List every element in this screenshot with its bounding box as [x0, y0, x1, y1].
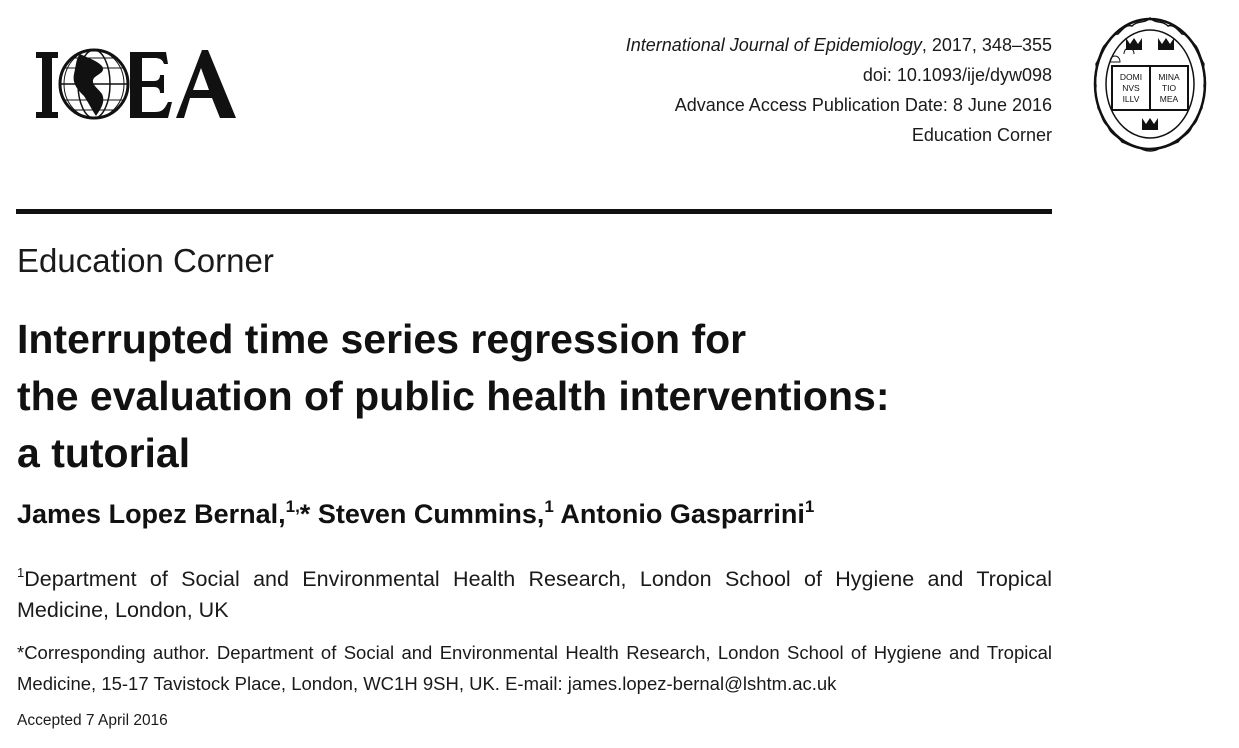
- title-line-2: the evaluation of public health interventions:: [17, 373, 890, 419]
- seal-text-3: ILLV: [1122, 94, 1140, 104]
- journal-logo-graphic: [36, 44, 251, 124]
- author-affil-sup: 1,: [285, 497, 300, 516]
- header-section-label: Education Corner: [911, 125, 1052, 145]
- corresponding-mark: *: [299, 499, 311, 529]
- accepted-date: Accepted 7 April 2016: [17, 712, 168, 729]
- article-title: [17, 311, 1047, 482]
- affiliation: [17, 557, 1052, 626]
- journal-logo: [36, 44, 251, 124]
- author-name: James Lopez Bernal,: [17, 499, 286, 529]
- author-affil-sup: 1: [544, 497, 554, 516]
- seal-text-2: NVS: [1122, 83, 1140, 93]
- journal-meta: [626, 30, 1052, 150]
- publication-date: Advance Access Publication Date: 8 June 2016: [674, 95, 1052, 115]
- title-line-3: a tutorial: [17, 430, 191, 476]
- author-list: [17, 497, 814, 530]
- journal-name: International Journal of Epidemiology: [625, 35, 922, 55]
- author-affil-sup: 1: [804, 497, 815, 516]
- journal-citation: [626, 30, 1052, 60]
- seal-text-6: MEA: [1159, 94, 1179, 104]
- title-line-1: Interrupted time series regression for: [17, 316, 747, 362]
- affiliation-sup: 1: [17, 565, 25, 580]
- author-name: Antonio Gasparrini: [560, 499, 805, 529]
- doi[interactable]: doi: 10.1093/ije/dyw098: [862, 65, 1052, 85]
- journal-year-pages: , 2017, 348–355: [921, 35, 1052, 55]
- globe-icon: [60, 50, 128, 118]
- seal-text-5: TIO: [1161, 83, 1177, 93]
- header-rule: [16, 209, 1052, 214]
- seal-text-1: DOMI: [1119, 72, 1143, 82]
- corresponding-author: *Corresponding author. Department of Social and Environmental Health Research, London School of Hygiene and Tropical Medicine, 15-17 Tavistock Place, London, WC1H 9SH, UK. E-mail: james.lopez-bernal@lshtm.ac.uk: [17, 642, 1052, 694]
- oxford-seal-icon: [1090, 14, 1210, 154]
- affiliation-text: Department of Social and Environmental Health Research, London School of Hygiene and Tropical Medicine, London, UK: [17, 567, 1052, 622]
- section-heading: Education Corner: [17, 242, 274, 279]
- author-name: Steven Cummins,: [317, 499, 545, 529]
- seal-text-4: MINA: [1158, 72, 1180, 82]
